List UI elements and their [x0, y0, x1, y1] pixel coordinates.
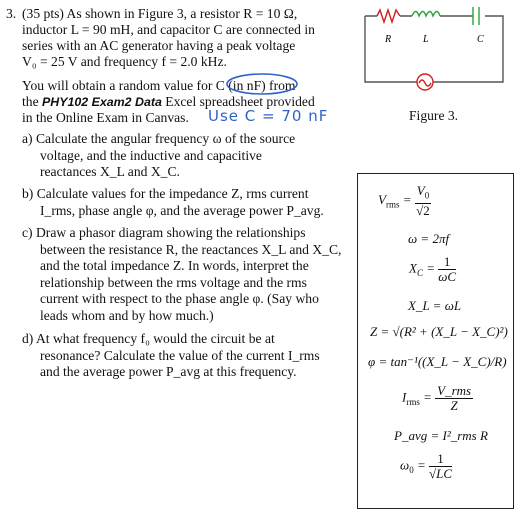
formula-pavg: P_avg = I²_rms R: [394, 428, 488, 443]
formula-phi: φ = tan⁻¹((X_L − X_C)/R): [368, 354, 507, 369]
label-c: C: [477, 34, 484, 45]
part-b-label: b): [22, 186, 34, 201]
formula-xc: $X_C$ = $\frac{1}{\omega C}$: [409, 254, 457, 284]
part-c: [22, 225, 341, 325]
formula-omega0: $\omega_0$ = $\frac{1}{√LC}$: [400, 451, 453, 481]
part-a-label: a): [22, 131, 33, 146]
formula-z: Z = √(R² + (X_L − X_C)²): [370, 324, 508, 339]
part-a-line: reactances X_L and X_C.: [40, 164, 180, 180]
part-d-line: At what frequency f₀ would the circuit be at: [35, 331, 275, 346]
resistor-symbol: [377, 10, 400, 22]
formula-xl: X_L = ωL: [408, 298, 462, 313]
handwritten-note: Use C = 70 nF: [208, 107, 329, 125]
random-line-2-suffix: Excel spreadsheet provided: [165, 94, 315, 109]
part-d-line: and the average power P_avg at this frequency.: [40, 364, 297, 380]
part-a: [22, 131, 295, 181]
formula-omega: ω = 2πf: [408, 231, 450, 246]
label-r: R: [385, 34, 392, 45]
circuit-diagram: [355, 4, 515, 104]
part-c-line: relationship between the rms voltage and the rms: [40, 274, 307, 290]
problem-line-3: series with an AC generator having a peak voltage: [22, 38, 296, 53]
label-l: L: [423, 34, 429, 45]
part-c-line: Draw a phasor diagram showing the relationships: [35, 225, 306, 240]
part-b-line: Calculate values for the impedance Z, rms current: [36, 186, 309, 201]
part-d-line: resonance? Calculate the value of the current I_rms: [40, 347, 320, 363]
random-line-2-prefix: the: [22, 94, 39, 109]
problem-number: 3.: [6, 6, 17, 21]
part-a-line: voltage, and the inductive and capacitive: [40, 147, 262, 163]
problem-line-2: inductor L = 90 mH, and capacitor C are connected in: [22, 22, 315, 37]
handwritten-circle: [224, 70, 300, 96]
part-c-line: and the total impedance Z. In words, interpret the: [40, 258, 309, 274]
part-d-label: d): [22, 331, 34, 346]
random-line-1: You will obtain a random value for C (in nF) from: [22, 78, 296, 93]
inductor-symbol: [412, 12, 440, 17]
part-c-line: between the resistance R, the reactances X_L and X_C,: [40, 241, 342, 257]
part-b-line: I_rms, phase angle φ, and the average power P_avg.: [40, 202, 324, 218]
formula-vrms: $V_{rms}$ = $\frac{V_0}{√2}$: [378, 183, 430, 218]
figure-caption: Figure 3.: [409, 108, 459, 123]
random-line-3: in the Online Exam in Canvas.: [22, 110, 189, 125]
part-a-line: Calculate the angular frequency ω of the source: [35, 131, 296, 146]
wire-top: [365, 16, 503, 82]
part-d: [22, 331, 320, 381]
part-c-line: leads whom and by how much.): [40, 307, 214, 323]
capacitor-symbol: [473, 7, 479, 25]
part-c-line: current with respect to the phase angle φ. (Say who: [40, 291, 319, 307]
problem-line-4: V₀ = 25 V and frequency f = 2.0 kHz.: [22, 54, 227, 69]
part-b: [22, 186, 324, 219]
spreadsheet-name: PHY102 Exam2 Data: [42, 95, 162, 109]
problem-line-1: (35 pts) As shown in Figure 3, a resistor R = 10 Ω,: [22, 6, 298, 21]
part-c-label: c): [22, 225, 33, 240]
formula-irms: $I_{rms}$ = $\frac{\text{V\_rms}}{Z}$: [402, 383, 472, 413]
